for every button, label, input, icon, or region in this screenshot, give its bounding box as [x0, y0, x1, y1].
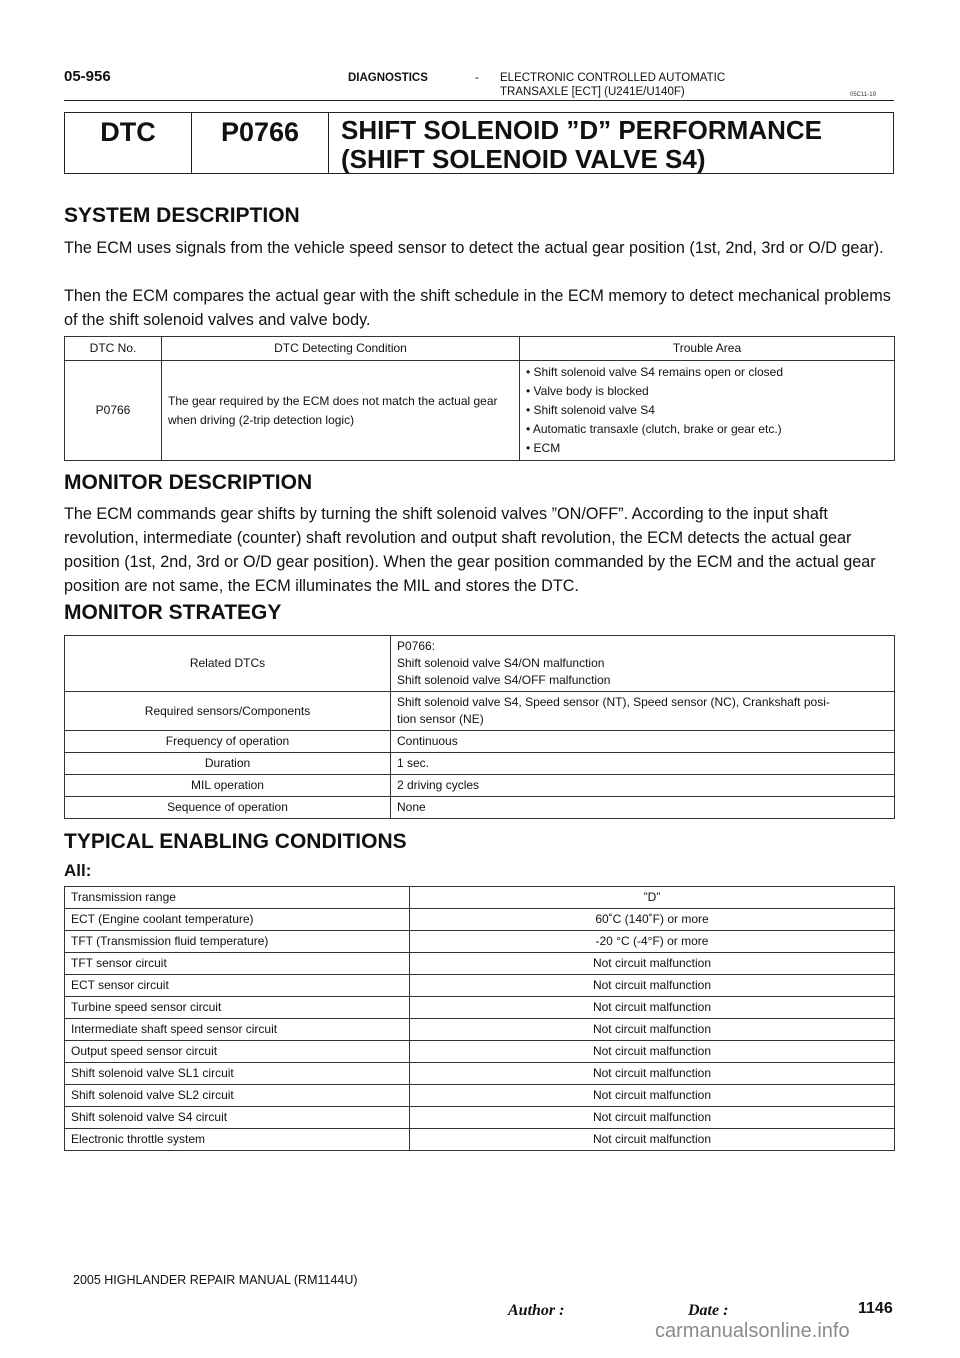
dtc-table-row [65, 361, 895, 461]
strategy-value: Continuous [391, 731, 895, 753]
dtc-name-line2: (SHIFT SOLENOID VALVE S4) [341, 144, 706, 174]
strategy-row [65, 797, 895, 819]
strategy-value-line: Shift solenoid valve S4/OFF malfunction [397, 673, 611, 687]
trouble-area-item: • Shift solenoid valve S4 remains open or closed [526, 365, 784, 379]
strategy-label: Related DTCs [65, 636, 391, 692]
strategy-value-line: tion sensor (NE) [397, 712, 484, 726]
condition-value: Not circuit malfunction [410, 1019, 895, 1041]
strategy-value [391, 636, 895, 692]
condition-value: Not circuit malfunction [410, 1063, 895, 1085]
strategy-value: None [391, 797, 895, 819]
trouble-area-item: • ECM [526, 441, 561, 455]
trouble-area-item: • Automatic transaxle (clutch, brake or gear etc.) [526, 422, 782, 436]
condition-item: ECT sensor circuit [65, 975, 410, 997]
condition-value: Not circuit malfunction [410, 997, 895, 1019]
trouble-area-cell [520, 361, 895, 461]
condition-value: Not circuit malfunction [410, 1041, 895, 1063]
strategy-row [65, 731, 895, 753]
system-description-para2: Then the ECM compares the actual gear with the shift schedule in the ECM memory to detect mechanical problems of the shift solenoid valves and valve body. [64, 287, 891, 329]
dtc-table-header-cell: DTC Detecting Condition [162, 337, 520, 361]
condition-row [65, 931, 895, 953]
condition-item: ECT (Engine coolant temperature) [65, 909, 410, 931]
condition-row [65, 1085, 895, 1107]
strategy-row [65, 636, 895, 692]
strategy-value-line: P0766: [397, 639, 436, 653]
condition-row [65, 1041, 895, 1063]
dtc-condition-cell: The gear required by the ECM does not match the actual gear when driving (2-trip detection logic) [162, 361, 520, 461]
trouble-area-item: • Shift solenoid valve S4 [526, 403, 655, 417]
condition-row [65, 953, 895, 975]
strategy-label: MIL operation [65, 775, 391, 797]
dtc-table-header-cell: Trouble Area [520, 337, 895, 361]
header-code: 05C11-19 [850, 92, 876, 98]
condition-item: Transmission range [65, 887, 410, 909]
strategy-value [391, 692, 895, 731]
dtc-number-cell: P0766 [65, 361, 162, 461]
condition-value: Not circuit malfunction [410, 1107, 895, 1129]
header-section: DIAGNOSTICS [348, 72, 428, 84]
condition-value: Not circuit malfunction [410, 975, 895, 997]
strategy-value: 2 driving cycles [391, 775, 895, 797]
monitor-strategy-heading: MONITOR STRATEGY [64, 601, 282, 624]
dtc-table-header [65, 337, 895, 361]
watermark: carmanualsonline.info [655, 1320, 850, 1342]
condition-item: Output speed sensor circuit [65, 1041, 410, 1063]
condition-item: Shift solenoid valve S4 circuit [65, 1107, 410, 1129]
strategy-label: Required sensors/Components [65, 692, 391, 731]
condition-value: Not circuit malfunction [410, 1129, 895, 1151]
dtc-code: P0766 [192, 113, 329, 173]
strategy-label: Frequency of operation [65, 731, 391, 753]
strategy-value-line: Shift solenoid valve S4/ON malfunction [397, 656, 605, 670]
condition-item: TFT (Transmission fluid temperature) [65, 931, 410, 953]
system-description-heading: SYSTEM DESCRIPTION [64, 204, 300, 227]
condition-row [65, 975, 895, 997]
monitor-description-heading: MONITOR DESCRIPTION [64, 471, 313, 494]
condition-row [65, 909, 895, 931]
header-divider [64, 100, 894, 101]
condition-item: Turbine speed sensor circuit [65, 997, 410, 1019]
condition-row [65, 887, 895, 909]
header-subtitle-line1: ELECTRONIC CONTROLLED AUTOMATIC [500, 72, 726, 84]
monitor-strategy-table [64, 635, 895, 819]
strategy-label: Sequence of operation [65, 797, 391, 819]
condition-row [65, 1129, 895, 1151]
dtc-table-header-cell: DTC No. [65, 337, 162, 361]
strategy-row [65, 775, 895, 797]
condition-value: Not circuit malfunction [410, 953, 895, 975]
trouble-area-item: • Valve body is blocked [526, 384, 649, 398]
footer-manual-title: 2005 HIGHLANDER REPAIR MANUAL (RM1144U) [73, 1273, 358, 1287]
enabling-conditions-table [64, 886, 895, 1151]
condition-row [65, 997, 895, 1019]
header-dash: - [475, 72, 479, 84]
footer-author-label: Author : [508, 1302, 565, 1319]
condition-value: ”D” [410, 887, 895, 909]
strategy-value-line: Shift solenoid valve S4, Speed sensor (NT), Speed sensor (NC), Crankshaft posi- [397, 695, 830, 709]
header-subtitle-line2: TRANSAXLE [ECT] (U241E/U140F) [500, 86, 685, 98]
condition-item: Electronic throttle system [65, 1129, 410, 1151]
strategy-row [65, 753, 895, 775]
dtc-table [64, 336, 895, 461]
system-description-para1: The ECM uses signals from the vehicle speed sensor to detect the actual gear position (1st, 2nd, 3rd or O/D gear). [64, 239, 884, 257]
dtc-label: DTC [65, 113, 192, 173]
condition-row [65, 1019, 895, 1041]
page-number: 05-956 [64, 68, 111, 85]
condition-item: Shift solenoid valve SL2 circuit [65, 1085, 410, 1107]
footer-page-number: 1146 [858, 1300, 893, 1317]
monitor-description-para: The ECM commands gear shifts by turning the shift solenoid valves ”ON/OFF”. According to the input shaft revolution, intermediate (counter) shaft revolution and output shaft revolution, the ECM detects the actual gear position (1st, 2nd, 3rd or O/D gear position). When the gear position commanded by the ECM and the actual gear position are not same, the ECM illuminates the MIL and stores the DTC. [64, 505, 876, 595]
condition-value: 60˚C (140˚F) or more [410, 909, 895, 931]
condition-value: Not circuit malfunction [410, 1085, 895, 1107]
strategy-row [65, 692, 895, 731]
dtc-name [329, 113, 893, 173]
condition-row [65, 1063, 895, 1085]
condition-row [65, 1107, 895, 1129]
enabling-conditions-subheading: All: [64, 861, 92, 880]
condition-item: Shift solenoid valve SL1 circuit [65, 1063, 410, 1085]
strategy-value: 1 sec. [391, 753, 895, 775]
condition-value: -20 °C (-4°F) or more [410, 931, 895, 953]
dtc-title-box [64, 112, 894, 174]
condition-item: Intermediate shaft speed sensor circuit [65, 1019, 410, 1041]
strategy-label: Duration [65, 753, 391, 775]
condition-item: TFT sensor circuit [65, 953, 410, 975]
footer-date-label: Date : [688, 1302, 729, 1319]
enabling-conditions-heading: TYPICAL ENABLING CONDITIONS [64, 830, 407, 853]
dtc-name-line1: SHIFT SOLENOID ”D” PERFORMANCE [341, 115, 823, 145]
